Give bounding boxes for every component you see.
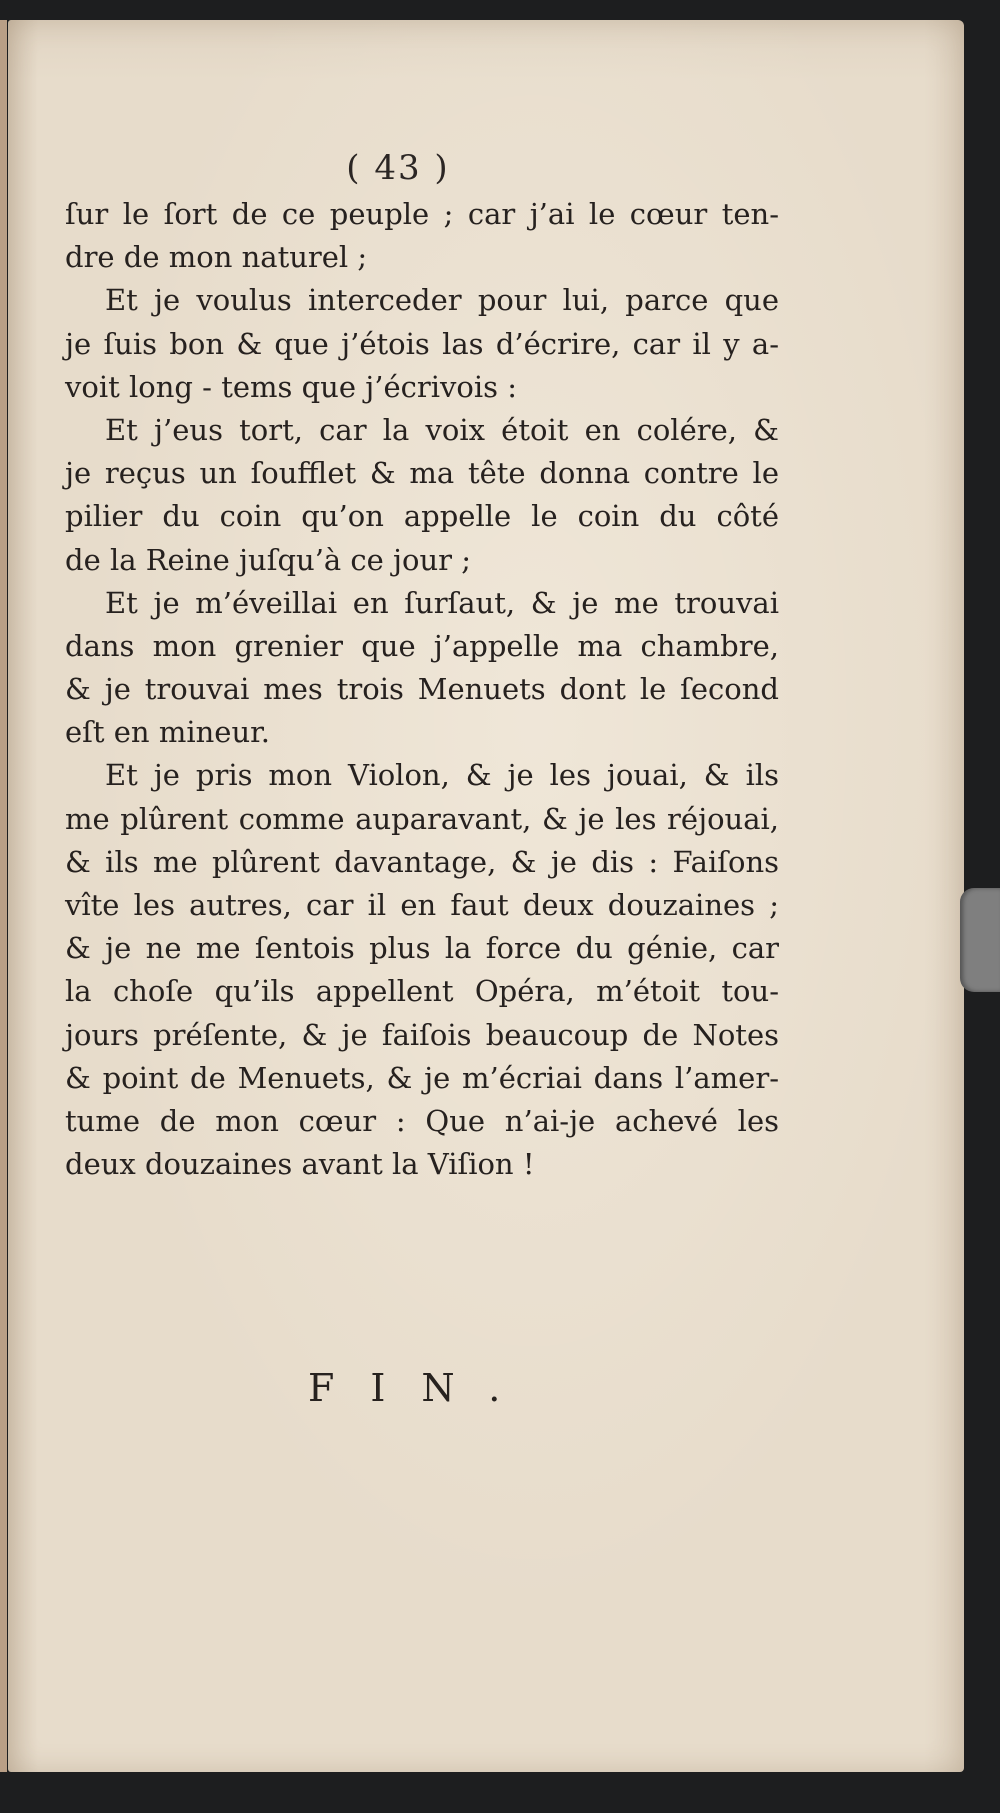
text-line: Et je m’éveillai en ſurſaut, & je me trouvai <box>105 585 779 620</box>
text-line: & je ne me ſentois plus la force du génie, car <box>65 931 779 966</box>
page-number: ( 43 ) <box>346 148 450 188</box>
book-page <box>8 20 964 1772</box>
text-line: la choſe qu’ils appellent Opéra, m’étoit tou- <box>65 974 779 1009</box>
text-line: tume de mon cœur : Que n’ai-je achevé les <box>65 1103 779 1138</box>
text-line: dans mon grenier que j’appelle ma chambre, <box>65 628 779 663</box>
text-line: dre de mon naturel ; <box>65 240 368 275</box>
text-line: & je trouvai mes trois Menuets dont le ſecond <box>65 672 779 707</box>
text-line: je ſuis bon & que j’étois las d’écrire, car il y a- <box>65 326 779 361</box>
page-body-text <box>65 193 779 1186</box>
text-line: Et j’eus tort, car la voix étoit en colére, & <box>105 412 779 447</box>
text-line: deux douzaines avant la Viſion ! <box>65 1147 535 1182</box>
text-line: pilier du coin qu’on appelle le coin du côté <box>65 499 779 534</box>
text-line: jours préſente, & je faiſois beaucoup de Notes <box>65 1017 779 1052</box>
text-line: de la Reine juſqu’à ce jour ; <box>65 542 472 577</box>
text-line: Et je voulus interceder pour lui, parce que <box>105 283 779 318</box>
text-line: ſur le ſort de ce peuple ; car j’ai le cœur ten- <box>65 197 779 231</box>
text-line: me plûrent comme auparavant, & je les réjouai, <box>65 801 779 836</box>
text-line: & ils me plûrent davantage, & je dis : Faiſons <box>65 844 779 879</box>
end-mark: FIN. <box>308 1366 537 1410</box>
text-line: Et je pris mon Violon, & je les jouai, & ils <box>105 758 779 793</box>
text-line: vîte les autres, car il en faut deux douzaines ; <box>65 888 779 922</box>
book-spine-edge <box>0 20 7 1772</box>
text-line: & point de Menuets, & je m’écriai dans l’amer- <box>65 1060 779 1095</box>
text-line: voit long - tems que j’écrivois : <box>65 369 517 404</box>
page-marker-tab <box>960 888 1000 992</box>
text-line: je reçus un ſoufflet & ma tête donna contre le <box>65 456 779 491</box>
text-line: eſt en mineur. <box>65 715 271 750</box>
